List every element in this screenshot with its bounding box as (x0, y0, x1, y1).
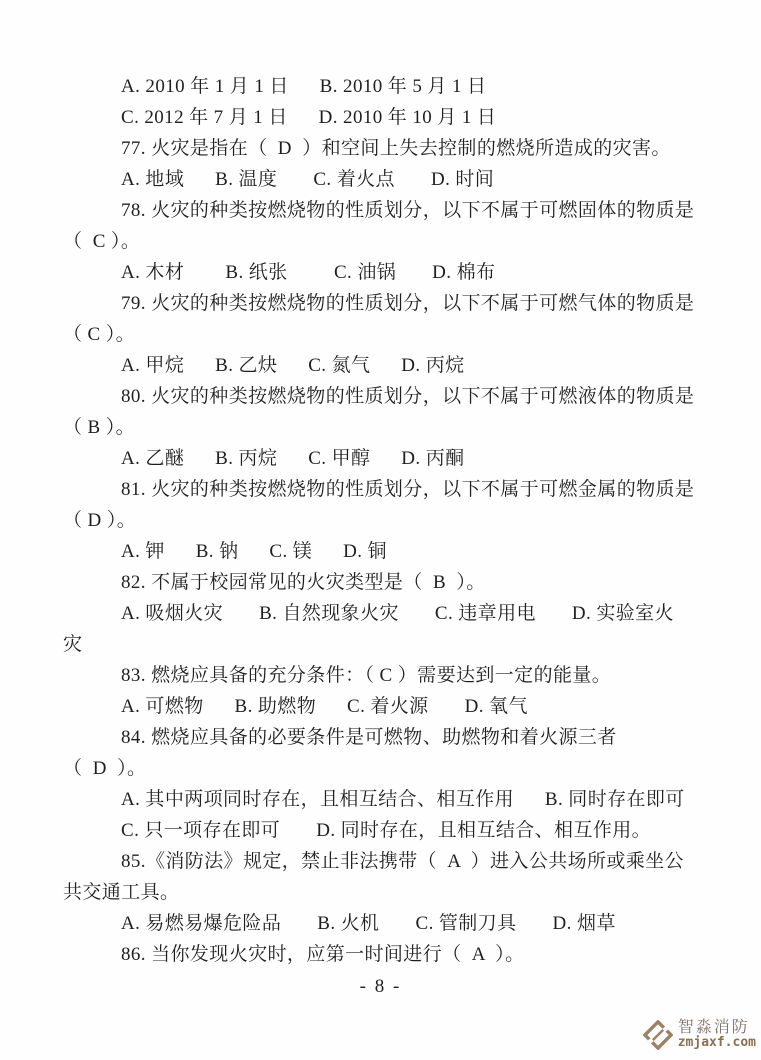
text-line: 78. 火灾的种类按燃烧物的性质划分，以下不属于可燃固体的物质是 (121, 200, 695, 221)
text-line: A. 钾 B. 钠 C. 镁 D. 铜 (121, 541, 387, 562)
text-line: 81. 火灾的种类按燃烧物的性质划分，以下不属于可燃金属的物质是 (121, 479, 695, 500)
text-line: 84. 燃烧应具备的必要条件是可燃物、助燃物和着火源三者 (121, 727, 617, 748)
text-line: 77. 火灾是指在（ D ）和空间上失去控制的燃烧所造成的灾害。 (121, 138, 671, 159)
text-line: 79. 火灾的种类按燃烧物的性质划分，以下不属于可燃气体的物质是 (121, 293, 695, 314)
text-line: 共交通工具。 (63, 882, 180, 903)
text-line: A. 易燃易爆危险品 B. 火机 C. 管制刀具 D. 烟草 (121, 913, 616, 934)
text-line: 85.《消防法》规定，禁止非法携带（ A ）进入公共场所或乘坐公 (121, 851, 685, 872)
text-line: C. 只一项存在即可 D. 同时存在，且相互结合、相互作用。 (121, 820, 652, 841)
page-number: - 8 - (359, 976, 402, 997)
text-line: A. 2010 年 1 月 1 日 B. 2010 年 5 月 1 日 (121, 76, 487, 97)
brand-name: 智淼消防 (677, 1018, 750, 1036)
text-line: A. 其中两项同时存在，且相互结合、相互作用 B. 同时存在即可 (121, 789, 685, 810)
text-line: 灾 (63, 634, 83, 655)
page-content (63, 71, 708, 970)
text-line: 86. 当你发现火灾时，应第一时间进行（ A ）。 (121, 944, 525, 965)
text-line: （ B ）。 (63, 417, 136, 438)
text-line: 82. 不属于校园常见的火灾类型是（ B ）。 (121, 572, 486, 593)
text-line: A. 木材 B. 纸张 C. 油锅 D. 棉布 (121, 262, 496, 283)
text-line: A. 地域 B. 温度 C. 着火点 D. 时间 (121, 169, 495, 190)
text-line: 80. 火灾的种类按燃烧物的性质划分，以下不属于可燃液体的物质是 (121, 386, 695, 407)
brand-text-block (678, 1020, 756, 1050)
text-line: A. 可燃物 B. 助燃物 C. 着火源 D. 氧气 (121, 696, 528, 717)
text-line: C. 2012 年 7 月 1 日 D. 2010 年 10 月 1 日 (121, 107, 497, 128)
text-line: （ D ）。 (63, 510, 137, 531)
text-line: （ C ）。 (63, 324, 136, 345)
text-line: A. 甲烷 B. 乙炔 C. 氮气 D. 丙烷 (121, 355, 465, 376)
text-line: A. 乙醚 B. 丙烷 C. 甲醇 D. 丙酮 (121, 448, 465, 469)
text-line: （ D ）。 (63, 758, 147, 779)
text-line: A. 吸烟火灾 B. 自然现象火灾 C. 违章用电 D. 实验室火 (121, 603, 674, 624)
text-line: （ C ）。 (63, 231, 141, 252)
text-line: 83. 燃烧应具备的充分条件：（ C ）需要达到一定的能量。 (121, 665, 612, 686)
brand-watermark (643, 1020, 756, 1050)
diamond-z-logo-icon (643, 1020, 673, 1050)
brand-url: zmjaxf.com (677, 1035, 756, 1051)
